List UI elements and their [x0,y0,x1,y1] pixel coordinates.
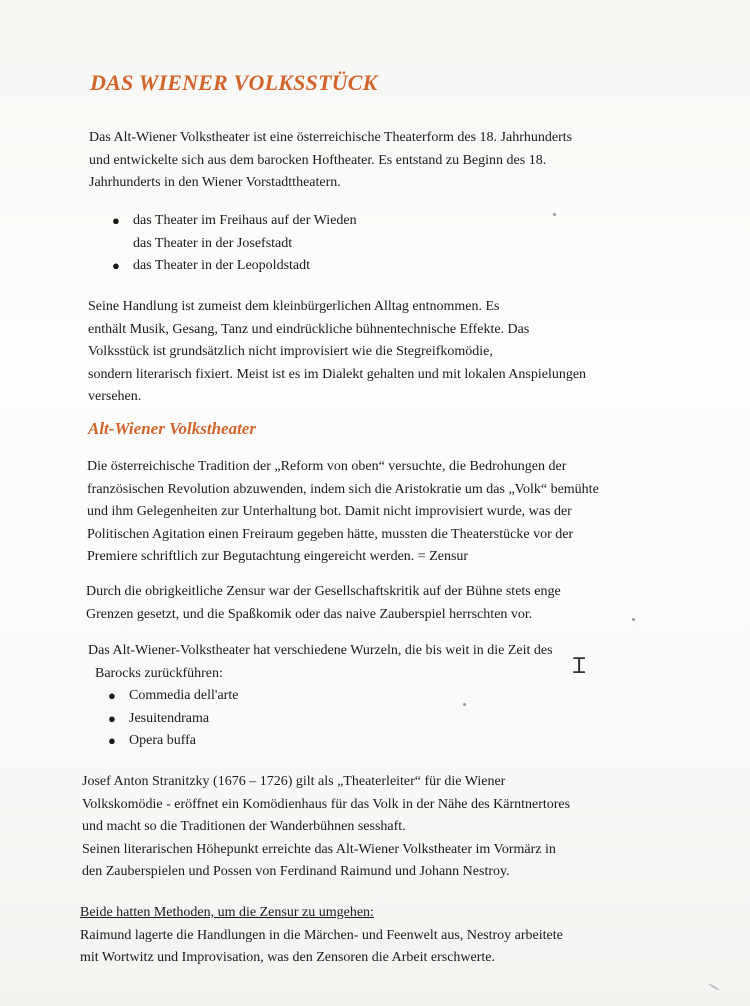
text-line: Raimund lagerte die Handlungen in die Märchen- und Feenwelt aus, Nestroy arbeitete [80,927,563,943]
bullet-icon: ● [108,688,116,703]
text-line: Josef Anton Stranitzky (1676 – 1726) gilt als „Theaterleiter“ für die Wiener [82,774,506,789]
text-line: Grenzen gesetzt, und die Spaßkomik oder das naive Zauberspiel herrschten vor. [86,606,533,622]
paper-speck [553,213,556,216]
text-line: Die österreichische Tradition der „Reform von oben“ versuchte, die Bedrohungen der [87,459,567,474]
paper-speck [463,703,466,706]
bullet-icon: ● [112,258,120,273]
list-item: ● das Theater im Freihaus auf der Wieden das Theater in der Josefstadt [133,210,357,255]
intro-paragraph [89,127,572,195]
text-line: Seine Handlung ist zumeist dem kleinbürgerlichen Alltag entnommen. Es [88,299,500,314]
text-line: und macht so die Traditionen der Wanderbühnen sesshaft. [82,819,406,834]
text-line: und ihm Gelegenheiten zur Unterhaltung bot. Damit nicht improvisiert wurde, was der [87,504,572,519]
text-line: Premiere schriftlich zur Begutachtung eingereicht werden. = Zensur [87,549,469,564]
text-line: Jahrhunderts in den Wiener Vorstadttheatern. [89,175,341,190]
text-line: französischen Revolution abzuwenden, indem sich die Aristokratie um das „Volk“ bemühte [87,481,599,497]
roots-list [108,685,239,753]
list-item: ● Jesuitendrama [129,708,238,731]
section-heading: Alt-Wiener Volkstheater [88,419,256,438]
stranitzky-paragraph [82,771,570,884]
handlung-paragraph [88,296,586,409]
bullet-icon: ● [112,213,120,228]
text-line: enthält Musik, Gesang, Tanz und eindrückliche bühnentechnische Effekte. Das [88,321,530,337]
page-title: DAS WIENER VOLKSSTÜCK [90,70,378,95]
list-item: ● das Theater in der Leopoldstadt [133,255,357,278]
text-line: Das Alt-Wiener-Volkstheater hat verschiedene Wurzeln, die bis weit in die Zeit des [88,643,553,658]
list-item: ● Opera buffa [129,730,238,753]
text-line: Seinen literarischen Höhepunkt erreichte das Alt-Wiener Volkstheater im Vormärz in [82,841,556,857]
text-line: den Zauberspielen und Possen von Ferdinand Raimund und Johann Nestroy. [82,864,510,879]
methoden-heading: Beide hatten Methoden, um die Zensur zu umgehen: [80,905,374,920]
bullet-icon: ● [108,710,116,726]
text-line: Volkskomödie - eröffnet ein Komödienhaus für das Volk in der Nähe des Kärntnertores [82,796,571,812]
text-line: Politischen Agitation einen Freiraum gegeben hätte, mussten die Theaterstücke vor der [87,526,574,542]
paper-speck [632,618,635,621]
text-line: versehen. [88,389,142,404]
text-line: Das Alt-Wiener Volkstheater ist eine österreichische Theaterform des 18. Jahrhunderts [89,130,573,145]
tradition-paragraph [87,456,599,569]
text-cursor-icon: Ɪ [573,654,586,679]
zensur-paragraph [86,581,561,626]
text-line: und entwickelte sich aus dem barocken Hoftheater. Es entstand zu Beginn des 18. [89,152,547,168]
methoden-paragraph [80,902,563,970]
list-item: ● Commedia dell'arte [129,685,238,708]
theaters-list [112,210,357,278]
text-line: Barocks zurückführen: [95,665,223,681]
text-line: mit Wortwitz und Improvisation, was den Zensoren die Arbeit erschwerte. [80,950,496,965]
text-line: sondern literarisch fixiert. Meist ist es im Dialekt gehalten und mit lokalen Anspielungen [88,366,587,382]
text-line: Durch die obrigkeitliche Zensur war der Gesellschaftskritik auf der Bühne stets enge [86,584,561,599]
wurzeln-paragraph [88,640,553,685]
paper-speck [708,983,719,991]
text-line: Volksstück ist grundsätzlich nicht improvisiert wie die Stegreifkomödie, [88,344,493,359]
bullet-icon: ● [108,733,116,748]
